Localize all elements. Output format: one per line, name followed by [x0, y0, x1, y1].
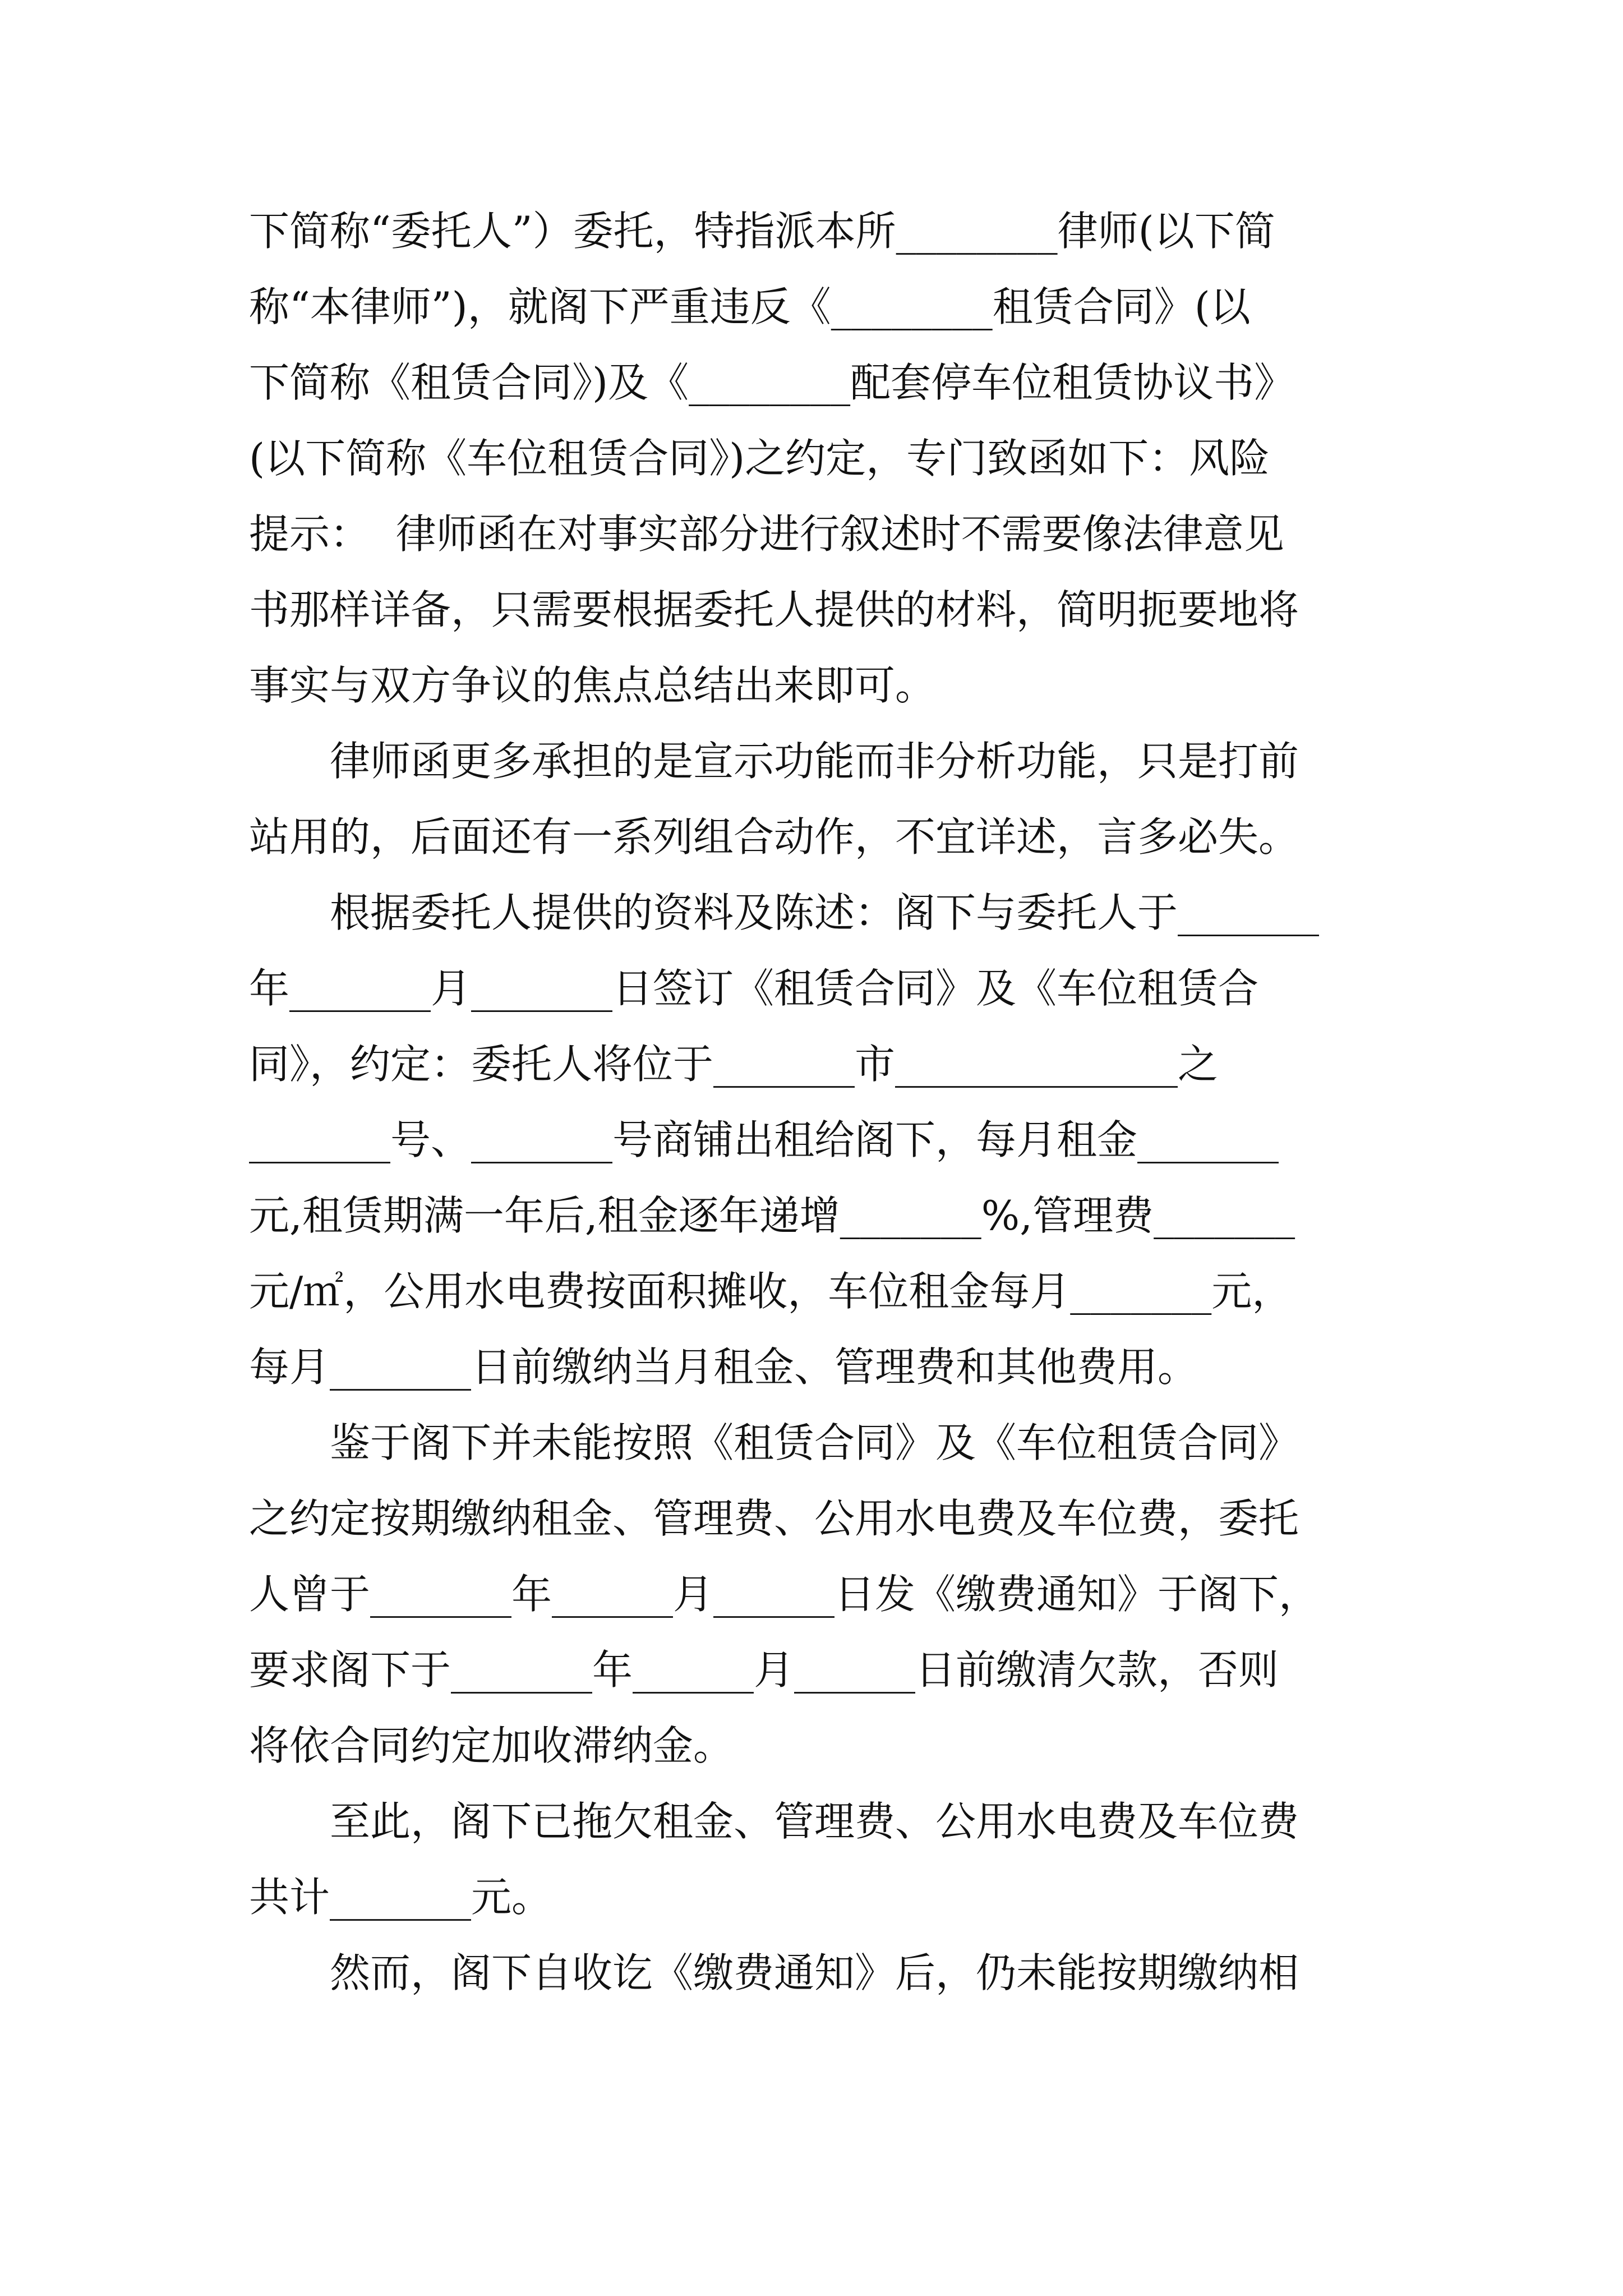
text-line: 下简称《租赁合同》)及《________配套停车位租赁协议书》: [249, 359, 1295, 406]
text-line: 将依合同约定加收滞纳金。: [249, 1722, 734, 1769]
paragraph-first-line: 鉴于阁下并未能按照《租赁合同》及《车位租赁合同》: [330, 1419, 1299, 1466]
text-line: 同》，约定：委托人将位于_______市______________之: [249, 1041, 1219, 1088]
text-line: 书那样详备，只需要根据委托人提供的材料，简明扼要地将: [249, 586, 1299, 633]
text-line: 提示： 律师函在对事实部分进行叙述时不需要像法律意见: [249, 510, 1284, 558]
paragraph-first-line: 律师函更多承担的是宣示功能而非分析功能，只是打前: [330, 738, 1299, 785]
text-line: _______号、_______号商铺出租给阁下，每月租金_______: [249, 1116, 1279, 1163]
text-line: 人曾于_______年______月______日发《缴费通知》于阁下，: [249, 1571, 1320, 1618]
text-line: 要求阁下于_______年______月______日前缴清欠款，否则: [249, 1646, 1279, 1694]
text-line: 之约定按期缴纳租金、管理费、公用水电费及车位费，委托: [249, 1495, 1299, 1542]
text-line: 共计_______元。: [249, 1874, 552, 1921]
text-line: (以下简称《车位租赁合同》)之约定，专门致函如下：风险: [249, 435, 1270, 482]
text-line: 站用的，后面还有一系列组合动作，不宜详述，言多必失。: [249, 813, 1299, 861]
text-line: 称“本律师”)，就阁下严重违反《________租赁合同》(以: [249, 283, 1251, 330]
text-line: 每月_______日前缴纳当月租金、管理费和其他费用。: [249, 1343, 1198, 1391]
paragraph-first-line: 根据委托人提供的资料及陈述：阁下与委托人于_______: [330, 889, 1320, 936]
paragraph-first-line: 然而，阁下自收讫《缴费通知》后，仍未能按期缴纳相: [330, 1949, 1299, 1996]
text-line: 元/㎡，公用水电费按面积摊收，车位租金每月_______元，: [249, 1268, 1293, 1315]
paragraph-first-line: 至此，阁下已拖欠租金、管理费、公用水电费及车位费: [330, 1798, 1299, 1845]
text-line: 事实与双方争议的焦点总结出来即可。: [249, 662, 936, 709]
text-line: 元,租赁期满一年后,租金逐年递增_______%,管理费_______: [249, 1192, 1295, 1239]
text-line: 年_______月_______日签订《租赁合同》及《车位租赁合: [249, 965, 1259, 1012]
text-line: 下简称“委托人”）委托，特指派本所________律师(以下简: [249, 208, 1275, 255]
